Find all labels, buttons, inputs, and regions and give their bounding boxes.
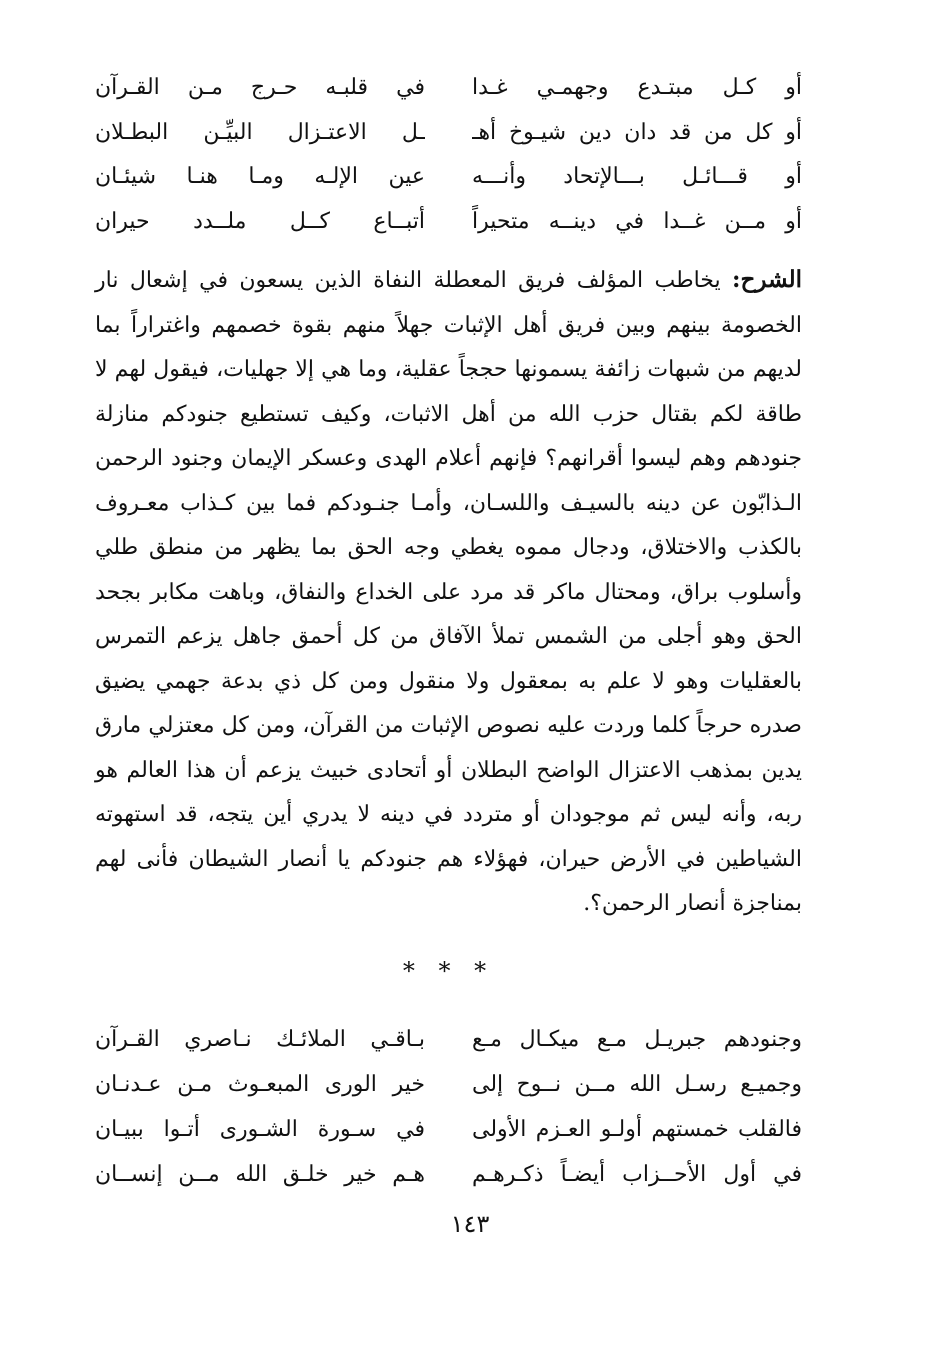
verse-second-hemistich: عين الإلـه ومـا هنـا شيئـان bbox=[95, 164, 425, 189]
verse-second-hemistich: أتبــاع كــل ملــدد حيران bbox=[95, 208, 425, 234]
page-number: ١٤٣ bbox=[450, 1210, 490, 1238]
verse-line bbox=[95, 200, 802, 245]
commentary-paragraph bbox=[95, 258, 802, 927]
verse-line bbox=[95, 66, 802, 111]
poem-top bbox=[95, 66, 802, 244]
commentary-text: يخاطب المؤلف فريق المعطلة النفاة الذين يسعون في إشعال نار الخصومة بينهم وبين فريق أهل الإثبات جهلاً منهم بقوة خصمهم واغتراراً بما لديهم من شبهات زائفة يسمونها حججاً عقلية، وما هي إلا جهليات، فيقول لهم لا طاقة لكم بقتال حزب الله من أهل الاثبات، وكيف تستطيع جنودكم منازلة جنودهم وهم ليسوا أقرانهم؟ فإنهم أعلام الهدى وعسكر الإيمان وجنود الرحمن الـذابّون عن دينه بالسيـف واللسـان، وأمـا جنـودكم فما بين كـذاب معـروف بالكذب والاختلاق، ودجال مموه يغطي وجه الحق بما يظهر من منطق طلي وأسلوب براق، ومحتال ماكر قد مرد على الخداع والنفاق، وباهت مكابر بجحد الحق وهو أجلى من الشمس تملأ الآفاق من كل أحمق جاهل يزعم التمرس بالعقليات وهو لا علم به بمعقول ولا منقول ومن كل ذي بدعة جهمي يضيق صدره حرجاً كلما وردت عليه نصوص الإثبات من القرآن، ومن كل معتزلي مارق يدين بمذهب الاعتزال الواضح البطلان أو أتحادى خبيث يزعم أن هذا العالم هو ربه، وأنه ليس ثم موجودان أو متردد في دينه لا يدري أين يتجه، قد استهوته الشياطين في الأرض حيران، فهؤلاء هم جنودكم يا أنصار الشيطان فأنى لهم بمناجزة أنصار الرحمن؟. bbox=[95, 268, 802, 916]
verse-line bbox=[95, 1152, 802, 1197]
verse-second-hemistich: ـل الاعتـزال البيِّـن البطـلان bbox=[95, 119, 425, 145]
verse-line bbox=[95, 1062, 802, 1107]
verse-second-hemistich: بـاقـي الملائـك نـاصري القـرآن bbox=[95, 1026, 425, 1052]
verse-first-hemistich: وجميـع رسـل الله مــن نــوح إلى bbox=[472, 1071, 802, 1097]
verse-line bbox=[95, 1017, 802, 1062]
verse-first-hemistich: أو قـــائـل بـــالإتحاد وأنـــه bbox=[472, 164, 802, 189]
verse-first-hemistich: أو كـل مبتـدع وجهمـي غـدا bbox=[472, 75, 802, 100]
section-separator: * * * bbox=[402, 956, 495, 985]
verse-first-hemistich: أو كل من قد دان دين شيـوخ أهـ bbox=[472, 119, 802, 145]
verse-second-hemistich: في قلبـه حـرج مـن القـرآن bbox=[95, 75, 425, 100]
book-page bbox=[95, 66, 802, 1197]
verse-second-hemistich: في سـورة الشـورى أتـوا ببيـان bbox=[95, 1116, 425, 1142]
verse-second-hemistich: خير الورى المبعـوث مـن عـدنـان bbox=[95, 1071, 425, 1097]
verse-line bbox=[95, 1107, 802, 1152]
commentary-heading: الشرح: bbox=[732, 266, 802, 293]
verse-first-hemistich: فالقلب خمستهم أولـو العـزم الأولى bbox=[472, 1116, 802, 1142]
verse-second-hemistich: هـم خير خلـق الله مــن إنســان bbox=[95, 1161, 425, 1187]
verse-first-hemistich: وجنودهم جبريـل مـع ميكـال مـع bbox=[472, 1026, 802, 1052]
verse-line bbox=[95, 155, 802, 200]
verse-first-hemistich: أو مــن غــدا في دينــه متحيراً bbox=[472, 208, 802, 234]
verse-line bbox=[95, 111, 802, 156]
poem-bottom bbox=[95, 1017, 802, 1197]
verse-first-hemistich: في أول الأحــزاب أيضـاً ذكـرهـم bbox=[472, 1161, 802, 1187]
